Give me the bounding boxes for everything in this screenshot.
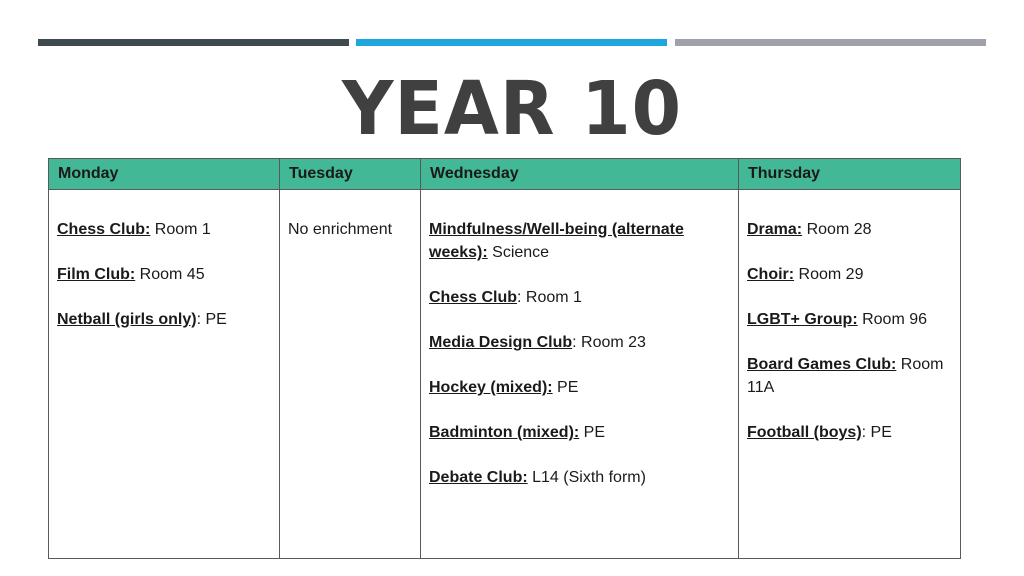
list-item	[57, 218, 271, 241]
club-location: : Room 1	[517, 289, 582, 306]
club-name: Chess Club	[429, 289, 518, 306]
club-location: Room 29	[794, 266, 864, 283]
list-item	[747, 218, 952, 241]
list-item	[429, 421, 730, 444]
club-location: PE	[552, 379, 579, 396]
decor-bar-dark	[38, 39, 349, 46]
decor-bar-grey	[675, 39, 986, 46]
no-enrichment-note: No enrichment	[288, 221, 393, 238]
club-location: Science	[487, 244, 550, 261]
club-name: Media Design Club	[429, 334, 573, 351]
monday-cell	[49, 190, 280, 559]
club-name: LGBT+ Group:	[747, 311, 858, 328]
list-item	[429, 466, 730, 489]
list-item	[747, 353, 952, 399]
page-title: YEAR 10	[342, 66, 682, 152]
tuesday-cell	[280, 190, 421, 559]
club-name: Debate Club:	[429, 469, 528, 486]
club-location: Room 96	[857, 311, 928, 328]
list-item	[747, 308, 952, 331]
decor-bar-blue	[356, 39, 667, 46]
list-item	[429, 376, 730, 399]
list-item	[429, 286, 730, 309]
club-name: Football (boys)	[747, 424, 862, 441]
club-location: Room 1	[150, 221, 211, 238]
column-header-wednesday: Wednesday	[421, 159, 739, 190]
club-location: : Room 23	[572, 334, 646, 351]
club-name: Choir:	[747, 266, 795, 283]
column-header-tuesday: Tuesday	[280, 159, 421, 190]
club-location: L14 (Sixth form)	[527, 469, 646, 486]
wednesday-cell	[421, 190, 739, 559]
club-name: Film Club:	[57, 266, 136, 283]
list-item	[429, 218, 730, 264]
club-location: : PE	[196, 311, 227, 328]
club-location: Room 11A	[747, 356, 944, 396]
column-header-monday: Monday	[49, 159, 280, 190]
thursday-cell	[739, 190, 961, 559]
club-name: Board Games Club:	[747, 356, 897, 373]
club-name: Hockey (mixed):	[429, 379, 553, 396]
list-item	[747, 421, 952, 444]
header-row	[49, 159, 961, 190]
club-name: Netball (girls only)	[57, 311, 197, 328]
list-item	[429, 331, 730, 354]
club-name: Mindfulness/Well-being (alternate weeks):	[429, 221, 684, 261]
column-header-thursday: Thursday	[739, 159, 961, 190]
list-item	[57, 308, 271, 331]
club-name: Badminton (mixed):	[429, 424, 580, 441]
club-location: Room 45	[135, 266, 205, 283]
club-name: Chess Club:	[57, 221, 151, 238]
list-item	[747, 263, 952, 286]
club-location: PE	[579, 424, 606, 441]
club-name: Drama:	[747, 221, 803, 238]
club-location: Room 28	[802, 221, 872, 238]
activities-row	[49, 190, 961, 559]
list-item	[57, 263, 271, 286]
club-location: : PE	[861, 424, 892, 441]
enrichment-timetable	[48, 158, 961, 559]
